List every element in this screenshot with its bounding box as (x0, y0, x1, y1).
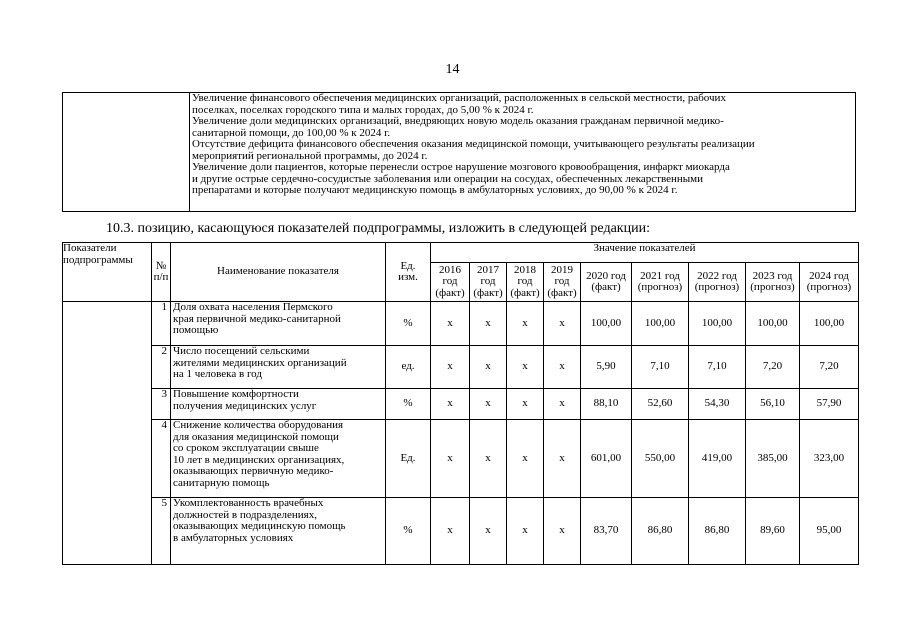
continuation-line: санитарной помощи, до 100,00 % к 2024 г. (192, 126, 391, 139)
value-cell: 86,80 (632, 498, 689, 565)
header-year (431, 263, 470, 302)
table-row (63, 420, 859, 498)
text-line: получения медицинских услуг (173, 399, 317, 412)
indicators-empty-cell (63, 302, 152, 565)
text-line: (факт) (435, 286, 465, 299)
value-cell: 86,80 (689, 498, 746, 565)
header-year (632, 263, 689, 302)
continuation-line: препаратами и которые получают медицинскую помощь в амбулаторных условиях, до 90,00 % к 2024 г. (192, 184, 678, 196)
value-cell: 550,00 (632, 420, 689, 498)
value-cell: 54,30 (689, 389, 746, 420)
continuation-line: Увеличение доли пациентов, которые перенесли острое нарушение мозгового кровообращения, инфаркт миокарда (192, 161, 730, 173)
text-line: 2022 год (697, 269, 737, 282)
text-line: (прогноз) (637, 281, 683, 293)
text-line: 2016 (439, 263, 461, 276)
page-number: 14 (445, 62, 460, 77)
value-cell: 385,00 (746, 420, 800, 498)
value-cell: x (507, 498, 544, 565)
value-cell: x (544, 389, 581, 420)
indicator-name (171, 498, 386, 565)
text-line: (прогноз) (694, 281, 740, 293)
value-cell: x (544, 302, 581, 346)
value-cell: x (544, 346, 581, 389)
header-values-title: Значение показателей (431, 243, 859, 263)
text-line: год (517, 275, 533, 288)
text-line: (прогноз) (806, 281, 852, 293)
text-line: со сроком эксплуатации свыше (173, 442, 319, 454)
header-num (152, 243, 171, 302)
header-indicators-line: Показатели (63, 242, 117, 254)
indicator-unit: Ед. (386, 420, 431, 498)
value-cell: x (470, 420, 507, 498)
header-num-line: № (155, 259, 167, 272)
value-cell: x (431, 346, 470, 389)
value-cell: 7,10 (689, 346, 746, 389)
value-cell: 7,20 (800, 346, 859, 389)
text-line: 2017 (477, 263, 499, 276)
value-cell: x (431, 498, 470, 565)
text-line: Укомплектованность врачебных (173, 497, 324, 509)
value-cell: x (507, 302, 544, 346)
text-line: (факт) (510, 286, 540, 299)
text-line: помощью (173, 324, 219, 336)
table-row (63, 346, 859, 389)
text-line: (прогноз) (750, 281, 795, 293)
text-line: (факт) (473, 286, 503, 299)
text-line: санитарную помощь (173, 476, 270, 489)
continuation-line: поселках, поселках городского типа и малых городах, до 5,00 % к 2024 г. (192, 103, 534, 116)
value-cell: 7,10 (632, 346, 689, 389)
text-line: на 1 человека в год (173, 368, 262, 380)
text-line: 2024 год (809, 269, 849, 282)
continuation-line: Отсутствие дефицита финансового обеспечения оказания медицинской помощи, учитывающего результаты реализации (192, 138, 755, 150)
text-line: 2020 год (586, 269, 626, 282)
value-cell: 601,00 (581, 420, 632, 498)
value-cell: 7,20 (746, 346, 800, 389)
header-year (800, 263, 859, 302)
text-line: 2023 год (752, 269, 793, 282)
value-cell: 95,00 (800, 498, 859, 565)
text-line: (факт) (547, 286, 577, 299)
amendment-intro: 10.3. позицию, касающуюся показателей подпрограммы, изложить в следующей редакции: (106, 221, 650, 236)
header-num-line: п/п (153, 271, 169, 283)
value-cell: 89,60 (746, 498, 800, 565)
table-row (63, 498, 859, 565)
row-number: 1 (152, 302, 171, 346)
value-cell: x (431, 302, 470, 346)
continuation-empty-cell (63, 93, 190, 212)
header-row (63, 243, 859, 263)
value-cell: 100,00 (689, 302, 746, 346)
header-unit-line: Ед. (400, 259, 416, 272)
text-line: оказывающих первичную медико- (173, 465, 334, 477)
header-unit-line: изм. (398, 271, 418, 283)
row-number: 3 (152, 389, 171, 420)
value-cell: x (431, 420, 470, 498)
indicator-name (171, 389, 386, 420)
text-line: края первичной медико-санитарной (173, 312, 341, 325)
continuation-line: и другие острые сердечно-сосудистые заболевания или операции на сосудах, обеспеченных лекарственными (192, 172, 703, 185)
indicator-name (171, 420, 386, 498)
indicator-name (171, 346, 386, 389)
continuation-line: Увеличение финансового обеспечения медицинских организаций, расположенных в сельской местности, рабочих (192, 92, 726, 104)
value-cell: 83,70 (581, 498, 632, 565)
indicator-unit: % (386, 302, 431, 346)
value-cell: 52,60 (632, 389, 689, 420)
text-line (63, 93, 856, 212)
header-year (746, 263, 800, 302)
table-row (63, 389, 859, 420)
text-line: 2018 (514, 263, 536, 276)
value-cell: x (470, 389, 507, 420)
row-number: 2 (152, 346, 171, 389)
value-cell: x (431, 389, 470, 420)
value-cell: 5,90 (581, 346, 632, 389)
value-cell: 56,10 (746, 389, 800, 420)
header-year (544, 263, 581, 302)
text-line: для оказания медицинской помощи (173, 430, 339, 443)
header-year (581, 263, 632, 302)
text-line: год (442, 275, 458, 288)
value-cell: 57,90 (800, 389, 859, 420)
row-number: 4 (152, 420, 171, 498)
value-cell: x (544, 498, 581, 565)
text-line: Повышение комфортности (173, 388, 299, 400)
text-line: Число посещений сельскими (173, 345, 310, 357)
indicator-name (171, 302, 386, 346)
text-line: жителями медицинских организаций (173, 356, 347, 369)
indicator-unit: % (386, 389, 431, 420)
value-cell: 323,00 (800, 420, 859, 498)
value-cell: 100,00 (632, 302, 689, 346)
text-line: Снижение количества оборудования (173, 419, 344, 431)
text-line: 2019 (551, 263, 573, 276)
indicator-unit: % (386, 498, 431, 565)
indicator-unit: ед. (386, 346, 431, 389)
value-cell: 100,00 (800, 302, 859, 346)
text-line: в амбулаторных условиях (173, 531, 294, 544)
continuation-line: Увеличение доли медицинских организаций, внедряющих новую модель оказания гражданам первичной медико- (192, 115, 724, 127)
header-name: Наименование показателя (171, 243, 386, 302)
indicators-table (62, 242, 859, 565)
table-row (63, 302, 859, 346)
text-line (63, 243, 859, 565)
continuation-text-cell (190, 93, 856, 212)
value-cell: x (507, 420, 544, 498)
value-cell: x (544, 420, 581, 498)
continuation-line: мероприятий региональной программы, до 2024 г. (192, 149, 428, 162)
value-cell: 100,00 (746, 302, 800, 346)
text-line: должностей в подразделениях, (173, 508, 317, 521)
value-cell: x (507, 346, 544, 389)
value-cell: 100,00 (581, 302, 632, 346)
continuation-table (62, 92, 856, 212)
value-cell: x (470, 498, 507, 565)
text-line: 2021 год (640, 269, 680, 282)
row-number: 5 (152, 498, 171, 565)
value-cell: x (470, 302, 507, 346)
value-cell: x (507, 389, 544, 420)
text-line (63, 93, 856, 212)
header-unit (386, 243, 431, 302)
value-cell: x (470, 346, 507, 389)
value-cell: 88,10 (581, 389, 632, 420)
text-line: 10 лет в медицинских организациях, (173, 453, 345, 466)
header-year (689, 263, 746, 302)
value-cell: 419,00 (689, 420, 746, 498)
header-indicators (63, 243, 152, 302)
text-line: Доля охвата населения Пермского (173, 301, 333, 313)
header-indicators-line: подпрограммы (63, 253, 133, 266)
text-line: год (480, 275, 496, 288)
text-line: год (554, 275, 570, 288)
text-line: (факт) (591, 281, 621, 293)
header-year (507, 263, 544, 302)
header-year (470, 263, 507, 302)
text-line: оказывающих медицинскую помощь (173, 520, 346, 532)
